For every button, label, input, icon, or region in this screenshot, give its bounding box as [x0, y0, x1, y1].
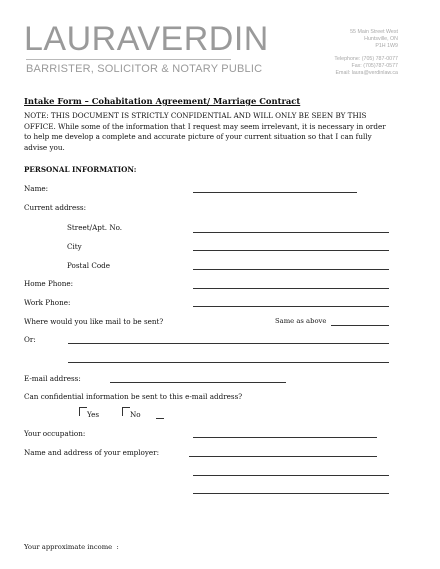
employer-field-3[interactable]	[193, 493, 389, 494]
name-field[interactable]	[193, 192, 357, 193]
work-phone-field[interactable]	[193, 306, 389, 307]
home-phone-label: Home Phone:	[24, 279, 74, 288]
yes-checkbox[interactable]	[79, 407, 87, 416]
checkbox-extra-line	[156, 418, 164, 419]
contact-address1: 55 Main Street West	[350, 29, 398, 35]
employer-label: Name and address of your employer:	[24, 448, 160, 457]
same-as-above-field[interactable]	[331, 325, 389, 326]
logo-first-name: LAURA	[24, 20, 138, 58]
name-label: Name:	[24, 184, 49, 193]
email-field[interactable]	[110, 382, 286, 383]
alt-address-field-1[interactable]	[68, 343, 389, 344]
work-phone-label: Work Phone:	[24, 298, 71, 307]
city-label: City	[67, 242, 82, 251]
current-address-label: Current address:	[24, 203, 87, 212]
contact-postal: P1H 1W9	[375, 43, 398, 49]
employer-field-2[interactable]	[193, 475, 389, 476]
logo-last-name: VERDIN	[137, 20, 269, 58]
form-title: Intake Form – Cohabitation Agreement/ Marriage Contract	[24, 96, 301, 106]
employer-field-1[interactable]	[189, 456, 377, 457]
street-label: Street/Apt. No.	[67, 223, 123, 232]
same-as-above-label: Same as above	[275, 317, 327, 325]
income-label: Your approximate income :	[24, 543, 119, 551]
occupation-field[interactable]	[193, 437, 377, 438]
postal-code-field[interactable]	[193, 269, 389, 270]
postal-code-label: Postal Code	[67, 261, 110, 270]
contact-email: Email: laura@verdinlaw.ca	[335, 70, 398, 76]
contact-telephone: Telephone: (705) 787-0077	[334, 56, 398, 62]
alt-address-field-2[interactable]	[68, 362, 389, 363]
section-personal-heading: PERSONAL INFORMATION:	[24, 165, 137, 174]
no-checkbox[interactable]	[122, 407, 130, 416]
confidentiality-note: NOTE: THIS DOCUMENT IS STRICTLY CONFIDENTIAL AND WILL ONLY BE SEEN BY THIS OFFICE. While some of the information that I request may seem irrelevant, it is necessary in order to help me develop a complete and accurate picture of your current situation so that I can fully advise you.	[24, 111, 386, 152]
contact-address2: Huntsville, ON	[364, 36, 398, 42]
no-label: No	[130, 410, 141, 419]
street-field[interactable]	[193, 232, 389, 233]
confidential-question-label: Can confidential information be sent to this e-mail address?	[24, 392, 243, 401]
firm-logo	[24, 22, 269, 56]
yes-label: Yes	[87, 410, 100, 419]
mail-question-label: Where would you like mail to be sent?	[24, 317, 164, 326]
occupation-label: Your occupation:	[24, 429, 86, 438]
home-phone-field[interactable]	[193, 288, 389, 289]
city-field[interactable]	[193, 250, 389, 251]
contact-fax: Fax: (705)787-0577	[351, 63, 398, 69]
email-label: E-mail address:	[24, 374, 81, 383]
logo-divider	[26, 59, 231, 60]
or-label: Or:	[24, 335, 36, 344]
logo-subtitle: BARRISTER, SOLICITOR & NOTARY PUBLIC	[26, 63, 263, 75]
